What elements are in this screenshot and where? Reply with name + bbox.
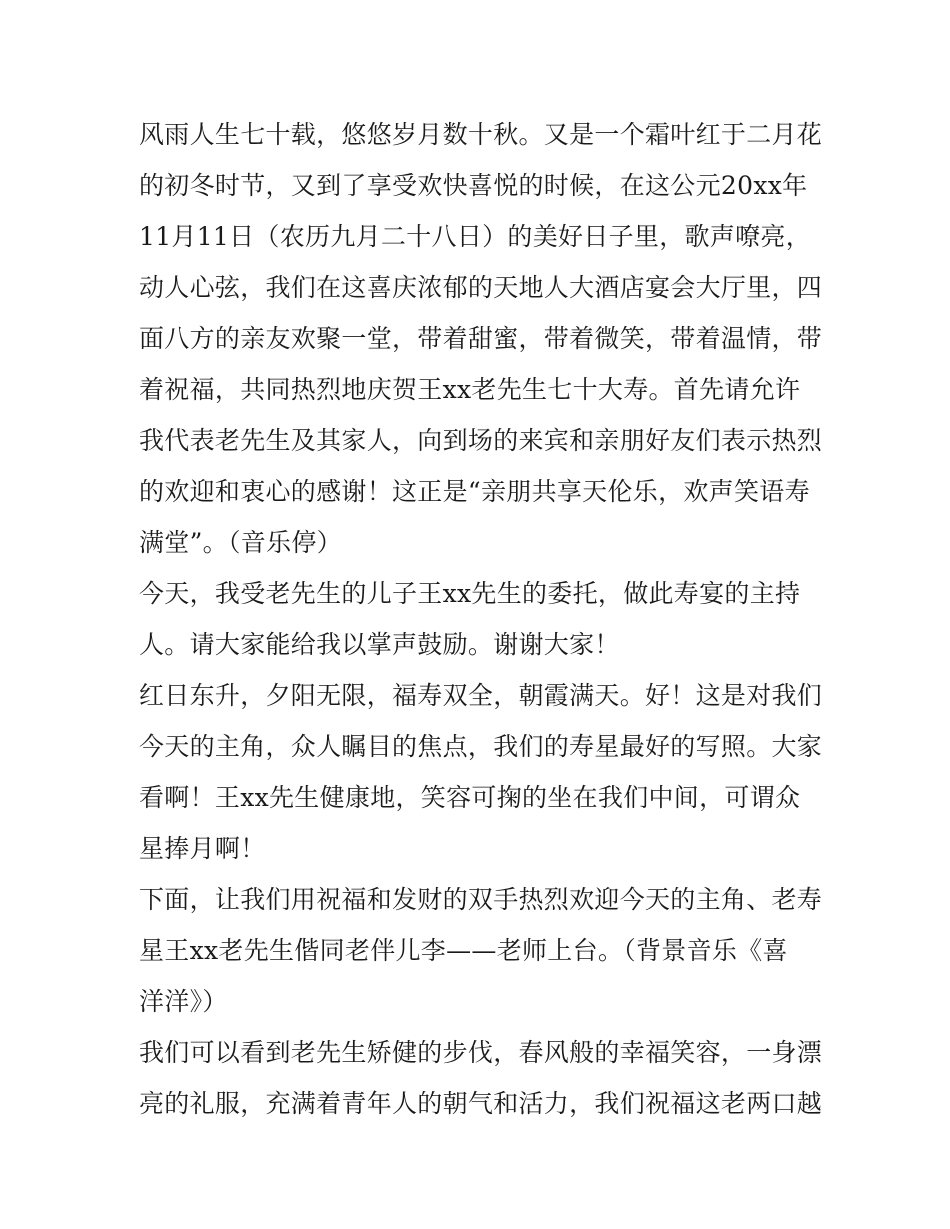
text-line: 看啊！王xx先生健康地，笑容可掬的坐在我们中间，可谓众	[139, 783, 801, 812]
text-line: 11月11日（农历九月二十八日）的美好日子里，歌声嘹亮，	[139, 222, 812, 251]
text-line: 下面，让我们用祝福和发财的双手热烈欢迎今天的主角、老寿	[139, 885, 823, 914]
text-line: 亮的礼服，充满着青年人的朝气和活力，我们祝福这老两口越	[139, 1089, 823, 1118]
text-line: 今天的主角，众人瞩目的焦点，我们的寿星最好的写照。大家	[139, 732, 823, 761]
text-line: 人。请大家能给我以掌声鼓励。谢谢大家！	[139, 630, 620, 659]
text-line: 动人心弦，我们在这喜庆浓郁的天地人大酒店宴会大厅里，四	[139, 273, 823, 302]
text-line: 星王xx老先生偕同老伴儿李——老师上台。（背景音乐《喜	[139, 936, 788, 965]
text-line: 风雨人生七十载，悠悠岁月数十秋。又是一个霜叶红于二月花	[139, 120, 823, 149]
text-line: 红日东升，夕阳无限，福寿双全，朝霞满天。好！这是对我们	[139, 681, 823, 710]
text-line: 的初冬时节，又到了享受欢快喜悦的时候，在这公元20xx年	[139, 171, 808, 200]
text-line: 着祝福，共同热烈地庆贺王xx老先生七十大寿。首先请允许	[139, 375, 801, 404]
text-line: 星捧月啊！	[139, 834, 266, 863]
text-line: 的欢迎和衷心的感谢！这正是“亲朋共享天伦乐，欢声笑语寿	[139, 477, 810, 506]
text-line: 面八方的亲友欢聚一堂，带着甜蜜，带着微笑，带着温情，带	[139, 324, 823, 353]
document-body	[139, 109, 823, 1129]
text-line: 今天，我受老先生的儿子王xx先生的委托，做此寿宴的主持	[139, 579, 801, 608]
text-line: 满堂”。（音乐停）	[139, 528, 342, 557]
text-line: 洋洋》）	[139, 987, 228, 1016]
text-line: 我们可以看到老先生矫健的步伐，春风般的幸福笑容，一身漂	[139, 1038, 823, 1067]
text-line: 我代表老先生及其家人，向到场的来宾和亲朋好友们表示热烈	[139, 426, 823, 455]
